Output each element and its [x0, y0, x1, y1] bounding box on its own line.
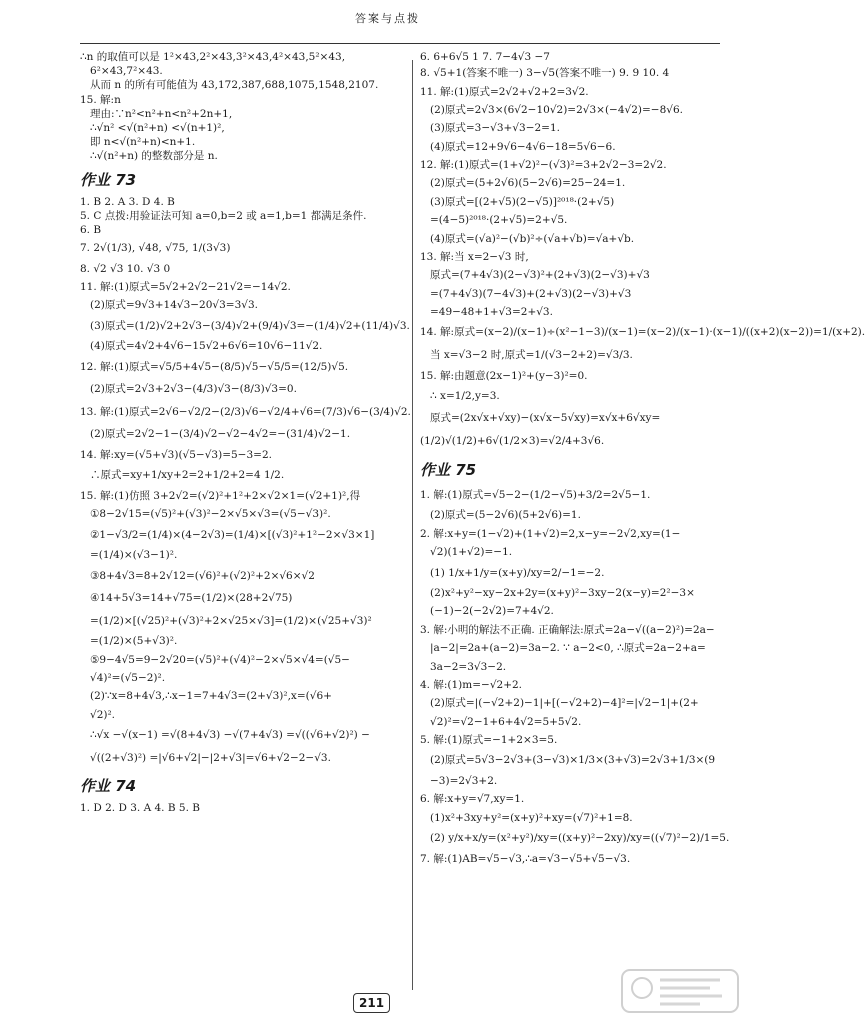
- text-line: 11. 解:(1)原式=5√2+2√2−21√2=−14√2.: [80, 281, 291, 294]
- text-line: 2. 解:x+y=(1−√2)+(1+√2)=2,x−y=−2√2,xy=(1−: [420, 527, 681, 540]
- watermark-icon: [620, 966, 740, 1016]
- text-line: √4)²=(√5−2)².: [90, 672, 166, 685]
- header-title: 答案与点拨: [355, 12, 420, 25]
- text-line: 15. 解:(1)仿照 3+2√2=(√2)²+1²+2×√2×1=(√2+1)²,得: [80, 489, 361, 502]
- text-line: 13. 解:(1)原式=2√6−√2/2−(2/3)√6−√2/4+√6=(7/3)√6−(3/4)√2.: [80, 405, 411, 418]
- left-column: [80, 50, 411, 815]
- text-line: 原式=(2x√x+√xy)−(x√x−5√xy)=x√x+6√xy=: [430, 412, 661, 425]
- text-line: −3)=2√3+2.: [430, 775, 498, 788]
- text-line: √((2+√3)²) =|√6+√2|−|2+√3|=√6+√2−2−√3.: [90, 751, 331, 764]
- text-line: (4)原式=(√a)²−(√b)²÷(√a+√b)=√a+√b.: [430, 232, 635, 245]
- text-line: 3a−2=3√3−2.: [430, 660, 507, 673]
- text-line: (−1)−2(−2√2)=7+4√2.: [430, 605, 554, 618]
- text-line: 15. 解:由题意(2x−1)²+(y−3)²=0.: [420, 369, 588, 382]
- column-divider: [412, 60, 413, 990]
- text-line: =(1/2)×(5+√3)².: [90, 635, 178, 648]
- text-line: 6. 6+6√5 1 7. 7−4√3 −7: [420, 51, 550, 63]
- text-line: =(7+4√3)(7−4√3)+(2+√3)(2−√3)+√3: [430, 287, 632, 300]
- text-line: 6²×43,7²×43.: [90, 65, 163, 78]
- text-line: 12. 解:(1)原式=√5/5+4√5−(8/5)√5−√5/5=(12/5)√5.: [80, 360, 349, 373]
- text-line: ∴ x=1/2,y=3.: [430, 389, 500, 402]
- text-line: (3)原式=(1/2)√2+2√3−(3/4)√2+(9/4)√3=−(1/4)√2+(11/4)√3.: [90, 319, 410, 332]
- text-line: 4. 解:(1)m=−√2+2.: [420, 678, 523, 691]
- text-line: 原式=(7+4√3)(2−√3)²+(2+√3)(2−√3)+√3: [430, 269, 650, 282]
- section-heading-75: 作业 75: [420, 460, 477, 479]
- text-line: √2)(1+√2)=−1.: [430, 546, 513, 559]
- text-line: ③8+4√3=8+2√12=(√6)²+(√2)²+2×√6×√2: [90, 569, 315, 582]
- text-line: 14. 解:原式=(x−2)/(x−1)÷(x²−1−3)/(x−1)=(x−2)/(x−1)·(x−1)/((x+2)(x−2))=1/(x+2).: [420, 326, 865, 339]
- watermark-logo: [620, 966, 740, 1016]
- text-line: (4)原式=12+9√6−4√6−18=5√6−6.: [430, 140, 616, 153]
- text-line: 8. √2 √3 10. √3 0: [80, 262, 171, 275]
- text-line: 5. C 点拨:用验证法可知 a=0,b=2 或 a=1,b=1 都满足条件.: [80, 209, 367, 222]
- text-line: 15. 解:n: [80, 93, 121, 106]
- text-line: 理由:∵n²<n²+n<n²+2n+1,: [90, 107, 233, 120]
- text-line: =49−48+1+√3=2+√3.: [430, 306, 553, 319]
- text-line: (2)原式=5√3−2√3+(3−√3)×1/3×(3+√3)=2√3+1/3×(9: [430, 754, 716, 767]
- text-line: √2)²=√2−1+6+4√2=5+5√2.: [430, 715, 582, 728]
- text-line: (2)原式=2√3×(6√2−10√2)=2√3×(−4√2)=−8√6.: [430, 103, 683, 116]
- text-line: 1. 解:(1)原式=√5−2−(1/2−√5)+3/2=2√5−1.: [420, 488, 651, 501]
- text-line: (4)原式=4√2+4√6−15√2+6√6=10√6−11√2.: [90, 340, 323, 353]
- text-line: 7. 2√(1/3), √48, √75, 1/(3√3): [80, 242, 231, 255]
- page-number: 211: [353, 993, 390, 1013]
- text-line: ∴√(n²+n) 的整数部分是 n.: [90, 150, 218, 163]
- text-line: =(1/2)×[(√25)²+(√3)²+2×√25×√3]=(1/2)×(√25+√3)²: [90, 614, 372, 627]
- text-line: √2)².: [90, 708, 116, 721]
- text-line: 3. 解:小明的解法不正确. 正确解法:原式=2a−√((a−2)²)=2a−: [420, 623, 715, 636]
- text-line: 1. D 2. D 3. A 4. B 5. B: [80, 801, 200, 814]
- text-line: 即 n<√(n²+n)<n+1.: [90, 136, 196, 149]
- text-line: 5. 解:(1)原式=−1+2×3=5.: [420, 734, 558, 747]
- text-line: (2)∵x=8+4√3,∴x−1=7+4√3=(2+√3)²,x=(√6+: [90, 690, 332, 703]
- text-line: =(1/4)×(√3−1)².: [90, 549, 178, 562]
- text-line: (1)x²+3xy+y²=(x+y)²+xy=(√7)²+1=8.: [430, 811, 633, 824]
- section-heading-74: 作业 74: [80, 777, 137, 796]
- text-line: ∴n 的取值可以是 1²×43,2²×43,3²×43,4²×43,5²×43,: [80, 51, 346, 63]
- text-line: (2)原式=(5−2√6)(5+2√6)=1.: [430, 509, 581, 522]
- page-header: [0, 8, 750, 34]
- text-line: 12. 解:(1)原式=(1+√2)²−(√3)²=3+2√2−3=2√2.: [420, 159, 667, 172]
- text-line: ∴√x −√(x−1) =√(8+4√3) −√(7+4√3) =√((√6+√2)²) −: [90, 729, 370, 742]
- text-line: 6. 解:x+y=√7,xy=1.: [420, 793, 525, 806]
- text-line: |a−2|=2a+(a−2)=3a−2. ∵ a−2<0, ∴原式=2a−2+a=: [430, 642, 706, 655]
- text-line: (2)x²+y²−xy−2x+2y=(x+y)²−3xy−2(x−y)=2²−3×: [430, 587, 695, 600]
- text-line: ∴√n² <√(n²+n) <√(n+1)²,: [90, 121, 225, 134]
- text-line: 11. 解:(1)原式=2√2+√2+2=3√2.: [420, 85, 589, 98]
- text-line: (1/2)√(1/2)+6√(1/2×3)=√2/4+3√6.: [420, 435, 605, 448]
- text-line: (2)原式=|(−√2+2)−1|+[(−√2+2)−4]²=|√2−1|+(2+: [430, 697, 699, 710]
- text-line: 13. 解:当 x=2−√3 时,: [420, 250, 529, 263]
- text-line: 从而 n 的所有可能值为 43,172,387,688,1075,1548,2107.: [90, 79, 379, 92]
- text-line: ②1−√3/2=(1/4)×(4−2√3)=(1/4)×[(√3)²+1²−2×√3×1]: [90, 528, 375, 541]
- text-line: 当 x=√3−2 时,原式=1/(√3−2+2)=√3/3.: [430, 348, 633, 361]
- text-line: (2)原式=(5+2√6)(5−2√6)=25−24=1.: [430, 177, 626, 190]
- text-line: ④14+5√3=14+√75=(1/2)×(28+2√75): [90, 592, 293, 605]
- text-line: ∴原式=xy+1/xy+2=2+1/2+2=4 1/2.: [90, 469, 285, 482]
- text-line: 7. 解:(1)AB=√5−√3,∴a=√3−√5+√5−√3.: [420, 852, 631, 865]
- text-line: 1. B 2. A 3. D 4. B: [80, 195, 175, 208]
- text-line: (3)原式=3−√3+√3−2=1.: [430, 122, 560, 135]
- text-line: (1) 1/x+1/y=(x+y)/xy=2/−1=−2.: [430, 566, 605, 579]
- text-line: 6. B: [80, 223, 102, 236]
- text-line: (2)原式=2√3+2√3−(4/3)√3−(8/3)√3=0.: [90, 383, 297, 396]
- text-line: (2) y/x+x/y=(x²+y²)/xy=((x+y)²−2xy)/xy=((√7)²−2)/1=5.: [430, 832, 730, 845]
- text-line: 8. √5+1(答案不唯一) 3−√5(答案不唯一) 9. 9 10. 4: [420, 67, 670, 80]
- text-line: ⑤9−4√5=9−2√20=(√5)²+(√4)²−2×√5×√4=(√5−: [90, 653, 350, 666]
- text-line: ①8−2√15=(√5)²+(√3)²−2×√5×√3=(√5−√3)².: [90, 508, 331, 521]
- text-line: (2)原式=2√2−1−(3/4)√2−√2−4√2=−(31/4)√2−1.: [90, 428, 351, 441]
- text-line: (3)原式=[(2+√5)(2−√5)]²⁰¹⁸·(2+√5): [430, 195, 615, 208]
- section-heading-73: 作业 73: [80, 171, 137, 190]
- header-rule: [80, 43, 720, 44]
- text-line: 14. 解:xy=(√5+√3)(√5−√3)=5−3=2.: [80, 449, 272, 462]
- right-column: [420, 50, 865, 868]
- text-line: (2)原式=9√3+14√3−20√3=3√3.: [90, 299, 258, 312]
- text-line: =(4−5)²⁰¹⁸·(2+√5)=2+√5.: [430, 214, 568, 227]
